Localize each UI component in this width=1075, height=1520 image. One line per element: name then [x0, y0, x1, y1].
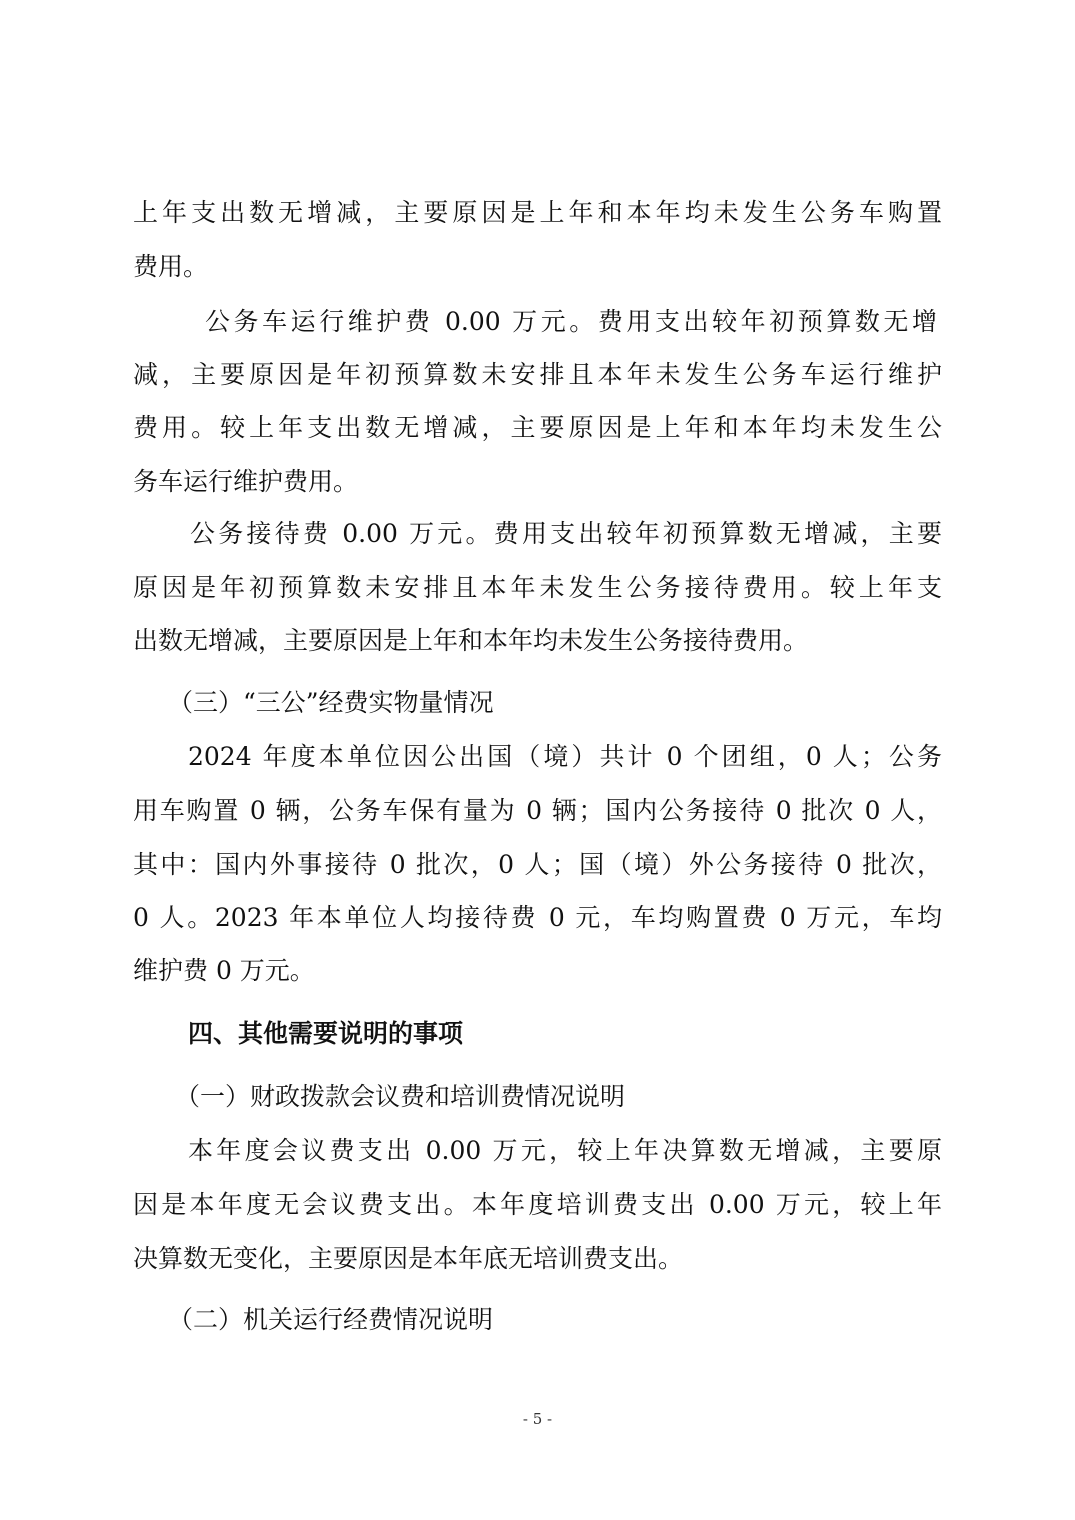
paragraph-line: 用车购置 0 辆，公务车保有量为 0 辆；国内公务接待 0 批次 0 人， — [133, 796, 942, 825]
paragraph-line: 原因是年初预算数未安排且本年未发生公务接待费用。较上年支 — [133, 573, 942, 602]
paragraph-line: 公务车运行维护费 0.00 万元。费用支出较年初预算数无增 — [205, 307, 937, 336]
subsection-heading: （一）财政拨款会议费和培训费情况说明 — [175, 1082, 626, 1111]
paragraph-line: 其中：国内外事接待 0 批次，0 人；国（境）外公务接待 0 批次， — [133, 850, 942, 879]
paragraph-line: 务车运行维护费用。 — [133, 467, 359, 496]
paragraph-line: 费用。 — [133, 252, 209, 281]
subsection-heading: （二）机关运行经费情况说明 — [168, 1305, 494, 1334]
paragraph-line: 因是本年度无会议费支出。本年度培训费支出 0.00 万元，较上年 — [133, 1190, 942, 1219]
paragraph-line: 2024 年度本单位因公出国（境）共计 0 个团组，0 人；公务 — [188, 742, 942, 771]
paragraph-line: 本年度会议费支出 0.00 万元，较上年决算数无增减，主要原 — [188, 1136, 942, 1165]
paragraph-line: 费用。较上年支出数无增减，主要原因是上年和本年均未发生公 — [133, 413, 942, 442]
section-heading: 四、其他需要说明的事项 — [188, 1019, 464, 1048]
paragraph-line: 出数无增减，主要原因是上年和本年均未发生公务接待费用。 — [133, 626, 809, 655]
paragraph-line: 维护费 0 万元。 — [133, 956, 315, 985]
section-heading: （三）“三公”经费实物量情况 — [168, 688, 494, 717]
page-number: - 5 - — [522, 1410, 553, 1428]
paragraph-line: 决算数无变化，主要原因是本年底无培训费支出。 — [133, 1244, 684, 1273]
paragraph-line: 减，主要原因是年初预算数未安排且本年未发生公务车运行维护 — [133, 360, 942, 389]
paragraph-line: 公务接待费 0.00 万元。费用支出较年初预算数无增减，主要 — [190, 519, 942, 548]
paragraph-line: 0 人。2023 年本单位人均接待费 0 元，车均购置费 0 万元，车均 — [133, 903, 942, 932]
paragraph-line: 上年支出数无增减，主要原因是上年和本年均未发生公务车购置 — [133, 198, 942, 227]
